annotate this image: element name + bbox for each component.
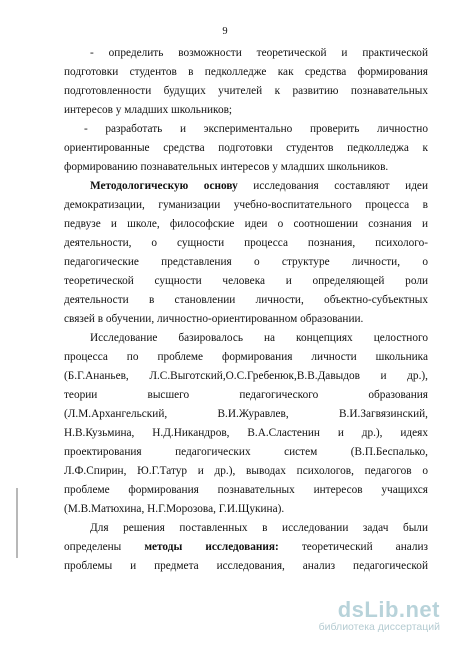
- text-line: проблемы и предмета исследования, анализ педагогической: [64, 560, 428, 572]
- text-span: определены: [64, 541, 122, 553]
- text-line: Исследование базировалось на концепциях целостного: [90, 332, 428, 344]
- text-line: (Л.М.Архангельский, В.И.Журавлев, В.И.Загвязинский,: [64, 408, 428, 420]
- text-line: теории высшего педагогического образования: [64, 389, 428, 401]
- text-line: (Б.Г.Ананьев, Л.С.Выготский,О.С.Гребенюк,В.В.Давыдов и др.),: [64, 370, 428, 382]
- text-span: исследования составляют идеи: [253, 180, 428, 192]
- watermark-caption: библиотека диссертаций: [318, 621, 440, 633]
- page-number: 9: [222, 26, 228, 37]
- text-line: [90, 180, 428, 193]
- bold-phrase: Методологическую основу: [90, 180, 238, 192]
- text-line: Н.В.Кузьмина, Н.Д.Никандров, В.А.Сластенин и др.), идеях: [64, 427, 428, 439]
- dslib-watermark: [319, 597, 440, 633]
- text-line: подготовленности будущих учителей к развитию познавательных: [64, 85, 428, 97]
- text-line: интересов у младших школьников;: [64, 104, 233, 116]
- text-line: связей в обучении, личностно-ориентированном образовании.: [64, 313, 364, 325]
- text-line: подготовки студентов в педколледже как средства формирования: [64, 66, 428, 78]
- text-line: деятельности в становлении личности, объектно-субъектных: [64, 294, 428, 306]
- text-line: теоретической сущности человека и определяющей роли: [64, 275, 428, 287]
- text-line: (М.В.Матюхина, Н.Г.Морозова, Г.И.Щукина).: [64, 503, 285, 515]
- text-line: формированию познавательных интересов у младших школьников.: [64, 161, 389, 173]
- text-line: педвузе и школе, философские идеи о соотношении сознания и: [64, 218, 428, 230]
- text-line: педагогические представления о структуре личности, о: [64, 256, 428, 268]
- watermark-logo: dsLib.net: [337, 597, 440, 622]
- text-line: процесса по проблеме формирования личности школьника: [64, 351, 428, 363]
- text-line: проектирования педагогических систем (В.П.Беспалько,: [64, 446, 428, 458]
- text-line: - разработать и экспериментально проверить личностно: [84, 123, 428, 135]
- text-line: проблеме формирования познавательных интересов учащихся: [64, 484, 428, 496]
- text-line: демократизации, гуманизации учебно-воспитательного процесса в: [64, 199, 428, 211]
- text-line: [64, 541, 428, 554]
- text-line: Для решения поставленных в исследовании задач были: [90, 522, 428, 534]
- text-line: Л.Ф.Спирин, Ю.Г.Татур и др.), выводах психологов, педагогов о: [64, 465, 428, 477]
- text-line: ориентированные средства подготовки студентов педколледжа к: [64, 142, 428, 154]
- text-span: теоретический анализ: [301, 541, 428, 553]
- scan-margin-mark: [16, 488, 18, 558]
- text-line: деятельности, о сущности процесса познания, психолого-: [64, 237, 428, 249]
- text-line: - определить возможности теоретической и практической: [90, 47, 428, 59]
- bold-phrase: методы исследования:: [144, 541, 279, 553]
